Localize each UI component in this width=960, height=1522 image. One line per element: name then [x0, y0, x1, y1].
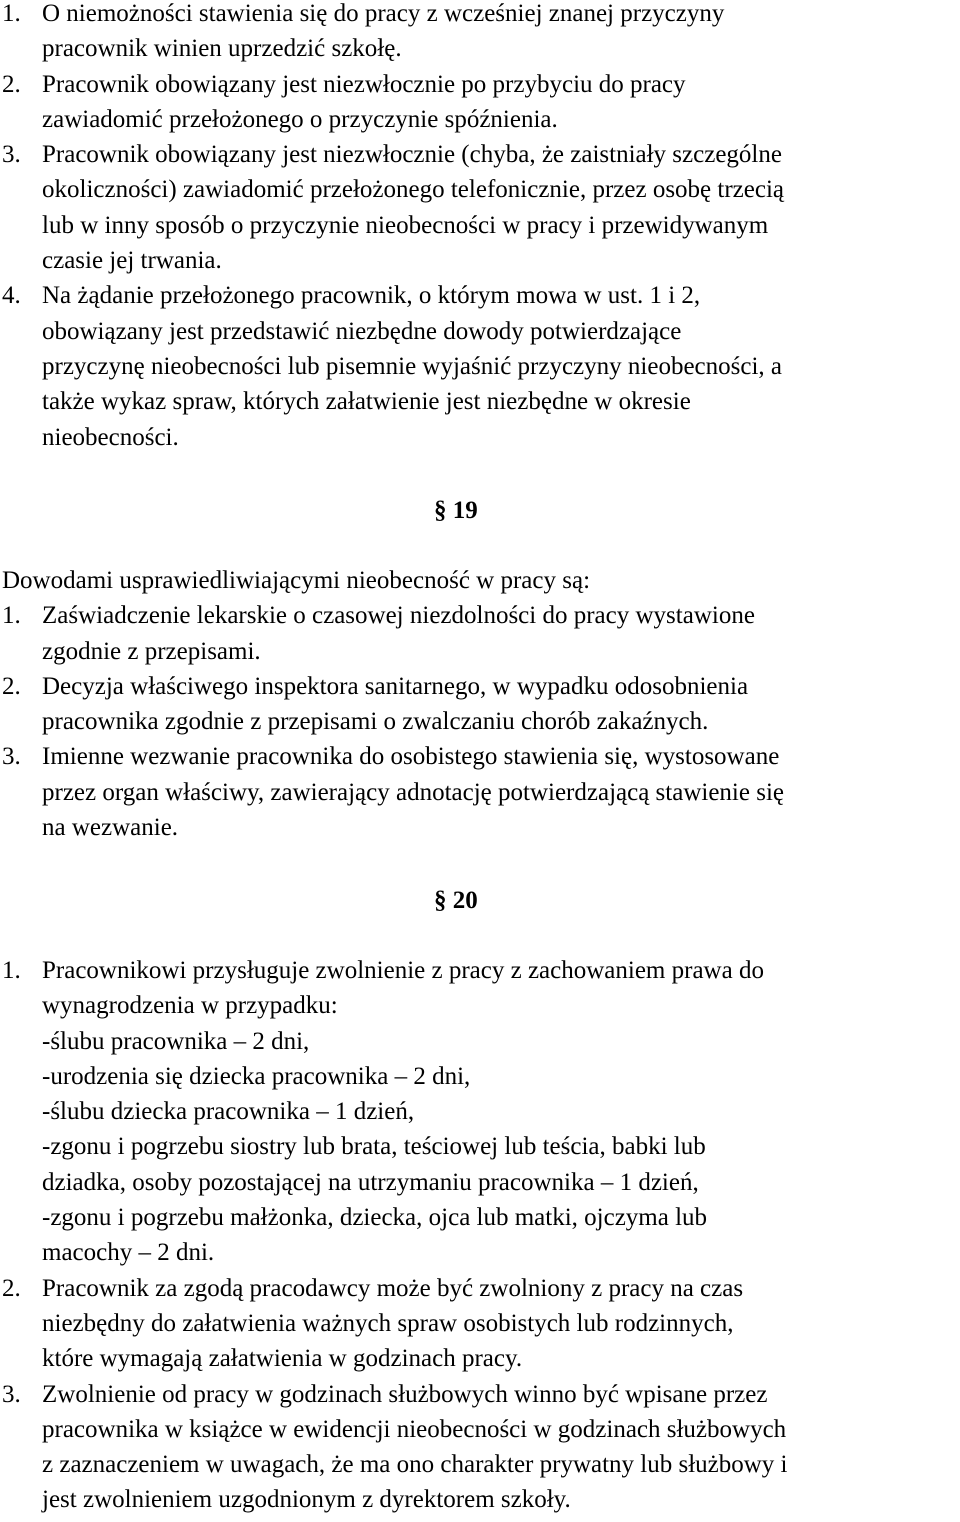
text-line: na wezwanie.	[42, 814, 179, 842]
item-text	[42, 137, 960, 278]
text-line: przez organ właściwy, zawierający adnotację potwierdzającą stawienie się	[42, 778, 784, 806]
section-20-heading: § 20	[434, 887, 478, 914]
text-line: Pracownik obowiązany jest niezwłocznie po przybyciu do pracy	[42, 70, 686, 98]
section-20-body	[0, 953, 960, 1518]
text-line: jest zwolnieniem uzgodnionym z dyrektorem szkoły.	[42, 1486, 571, 1514]
absence-rules-list	[0, 0, 960, 455]
text-line: pracownika zgodnie z przepisami o zwalczaniu chorób zakaźnych.	[42, 708, 709, 736]
text-line: nieobecności.	[42, 423, 179, 451]
text-line: -ślubu pracownika – 2 dni,	[42, 1027, 310, 1055]
section-19-intro: Dowodami usprawiedliwiającymi nieobecność w pracy są:	[2, 567, 591, 594]
item-text	[42, 1377, 960, 1518]
item-text	[42, 0, 960, 67]
text-line: -zgonu i pogrzebu siostry lub brata, teściowej lub teścia, babki lub	[42, 1133, 706, 1161]
text-line: przyczynę nieobecności lub pisemnie wyjaśnić przyczyny nieobecności, a	[42, 352, 783, 380]
item-number: 3.	[2, 1380, 21, 1408]
text-line: zawiadomić przełożonego o przyczynie spóźnienia.	[42, 105, 558, 133]
item-text	[42, 278, 960, 454]
list-item	[0, 67, 960, 138]
text-line: zgodnie z przepisami.	[42, 637, 261, 665]
item-number: 1.	[2, 0, 21, 27]
item-number: 2.	[2, 672, 21, 700]
text-line: obowiązany jest przedstawić niezbędne dowody potwierdzające	[42, 317, 682, 345]
text-line: Pracownik za zgodą pracodawcy może być zwolniony z pracy na czas	[42, 1274, 744, 1302]
item-number: 1.	[2, 957, 21, 984]
text-line: Zwolnienie od pracy w godzinach służbowych winno być wpisane przez	[42, 1380, 768, 1408]
text-line: -ślubu dziecka pracownika – 1 dzień,	[42, 1098, 415, 1126]
item-number: 3.	[2, 743, 21, 771]
item-number: 3.	[2, 141, 21, 169]
text-line: wynagrodzenia w przypadku:	[42, 992, 338, 1020]
list-item	[0, 1377, 960, 1518]
text-line: macochy – 2 dni.	[42, 1239, 215, 1267]
item-text	[42, 953, 960, 1271]
item-number: 1.	[2, 602, 21, 630]
text-line: pracownika w książce w ewidencji nieobecności w godzinach służbowych	[42, 1415, 787, 1443]
list-item	[0, 953, 960, 1271]
list-item	[0, 137, 960, 278]
text-line: O niemożności stawienia się do pracy z wcześniej znanej przyczyny	[42, 0, 725, 27]
list-item	[0, 669, 960, 740]
text-line: dziadka, osoby pozostającej na utrzymaniu pracownika – 1 dzień,	[42, 1168, 699, 1196]
text-line: lub w inny sposób o przyczynie nieobecności w pracy i przewidywanym	[42, 211, 769, 239]
item-text	[42, 1271, 960, 1377]
text-line: niezbędny do załatwienia ważnych spraw osobistych lub rodzinnych,	[42, 1309, 734, 1337]
list-item	[0, 739, 960, 845]
text-line: okoliczności) zawiadomić przełożonego telefonicznie, przez osobę trzecią	[42, 176, 784, 204]
item-text	[42, 67, 960, 138]
item-text	[42, 739, 960, 845]
text-line: Imienne wezwanie pracownika do osobistego stawienia się, wystosowane	[42, 743, 780, 771]
list-item	[0, 1271, 960, 1377]
section-19-body	[0, 563, 960, 845]
text-line: Pracownikowi przysługuje zwolnienie z pracy z zachowaniem prawa do	[42, 957, 764, 984]
text-line: pracownik winien uprzedzić szkołę.	[42, 35, 402, 63]
list-item	[0, 598, 960, 669]
text-line: Decyzja właściwego inspektora sanitarnego, w wypadku odosobnienia	[42, 672, 749, 700]
item-text	[42, 598, 960, 669]
list-item	[0, 278, 960, 454]
item-number: 2.	[2, 1274, 21, 1302]
item-number: 2.	[2, 70, 21, 98]
text-line: czasie jej trwania.	[42, 247, 222, 275]
list-item	[0, 0, 960, 67]
text-line: Pracownik obowiązany jest niezwłocznie (chyba, że zaistniały szczególne	[42, 141, 782, 169]
text-line: także wykaz spraw, których załatwienie jest niezbędne w okresie	[42, 388, 691, 416]
text-line: -zgonu i pogrzebu małżonka, dziecka, ojca lub matki, ojczyma lub	[42, 1204, 708, 1232]
text-line: -urodzenia się dziecka pracownika – 2 dni,	[42, 1062, 471, 1090]
text-line: z zaznaczeniem w uwagach, że ma ono charakter prywatny lub służbowy i	[42, 1451, 788, 1479]
item-number: 4.	[2, 282, 21, 310]
section-19-heading: § 19	[434, 497, 478, 524]
text-line: Zaświadczenie lekarskie o czasowej niezdolności do pracy wystawione	[42, 602, 755, 630]
text-line: Na żądanie przełożonego pracownik, o którym mowa w ust. 1 i 2,	[42, 282, 701, 310]
text-line: które wymagają załatwienia w godzinach pracy.	[42, 1345, 523, 1373]
item-text	[42, 669, 960, 740]
